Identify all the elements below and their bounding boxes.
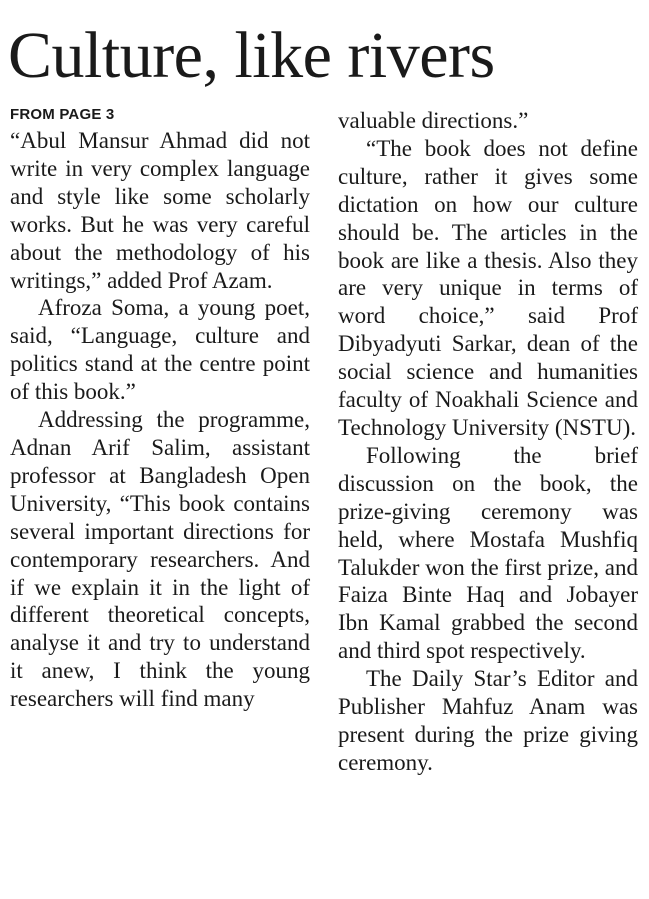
- article-column-right: [338, 107, 638, 777]
- paragraph: “Abul Mansur Ahmad did not write in very complex language and style like some scholarly works. But he was very careful about the methodology of his writings,” added Prof Azam.: [10, 128, 310, 293]
- jump-line: FROM PAGE 3: [10, 106, 115, 123]
- paragraph: The Daily Star’s Editor and Publisher Mahfuz Anam was present during the prize giving ceremony.: [338, 666, 638, 775]
- paragraph: Afroza Soma, a young poet, said, “Language, culture and politics stand at the centre point of this book.”: [10, 295, 310, 405]
- paragraph: “The book does not define culture, rather it gives some dictation on how our culture should be. The articles in the book are like a thesis. Also they are very unique in terms of word choice,” said Prof Dibyadyuti Sarkar, dean of the social science and humanities faculty of Noakhali Science and Technology University (NSTU).: [338, 135, 638, 440]
- article-column-left: [10, 104, 310, 713]
- headline: Culture, like rivers: [8, 19, 495, 92]
- paragraph-continued: valuable directions.”: [338, 108, 529, 133]
- paragraph: Following the brief discussion on the book, the prize-giving ceremony was held, where Mostafa Mushfiq Talukder won the first prize, and Faiza Binte Haq and Jobayer Ibn Kamal grabbed the second and third spot respectively.: [338, 442, 638, 664]
- paragraph: Addressing the programme, Adnan Arif Salim, assistant professor at Bangladesh Open University, “This book contains several important directions for contemporary researchers. And if we explain it in the light of different theoretical concepts, analyse it and try to understand it anew, I think the young researchers will find many: [10, 407, 310, 712]
